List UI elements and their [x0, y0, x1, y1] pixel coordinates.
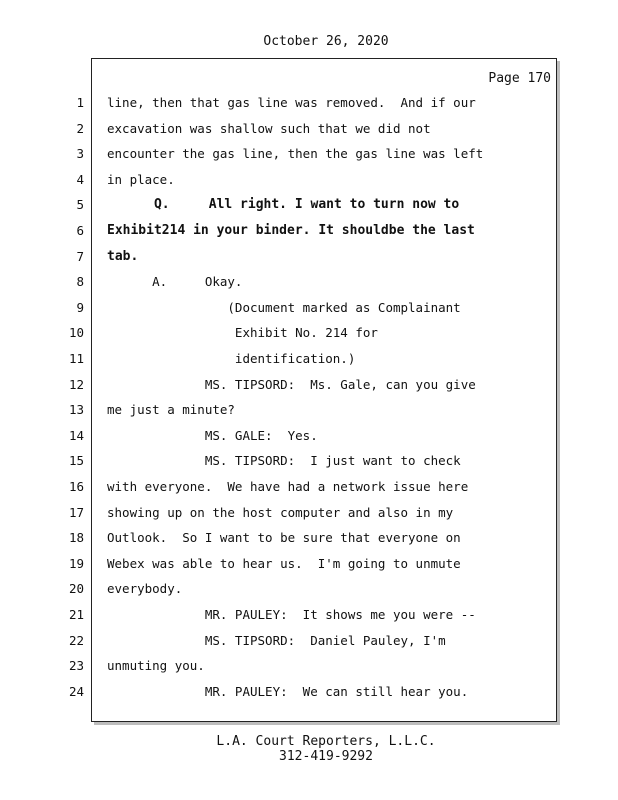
line-text: Q. All right. I want to turn now to: [107, 197, 460, 213]
line-text: A. Okay.: [107, 274, 243, 290]
line-text: everybody.: [107, 581, 183, 597]
line-number: 13: [68, 402, 84, 418]
line-number: 8: [76, 274, 84, 290]
line-text: MS. TIPSORD: Ms. Gale, can you give: [107, 376, 476, 392]
footer-phone: 312-419-9292: [279, 749, 373, 764]
line-number: 21: [68, 607, 84, 622]
line-text: MS. TIPSORD: Daniel Pauley, I'm: [107, 632, 446, 648]
line-number: 10: [68, 325, 84, 341]
line-text: me just a minute?: [107, 402, 235, 418]
line-number: 24: [68, 683, 84, 699]
line-text: (Document marked as Complainant: [107, 299, 461, 315]
line-text: in place.: [107, 171, 175, 187]
line-number: 23: [68, 658, 84, 674]
line-number: 7: [76, 248, 84, 264]
line-number: 22: [68, 632, 84, 648]
line-text: MS. TIPSORD: I just want to check: [107, 453, 461, 469]
line-text: showing up on the host computer and also in my: [107, 504, 454, 520]
line-number: 3: [76, 146, 84, 162]
line-text: with everyone. We have had a network issue here: [107, 479, 469, 494]
footer-company: L.A. Court Reporters, L.L.C.: [216, 734, 436, 749]
line-number: 11: [68, 351, 84, 366]
line-text: encounter the gas line, then the gas line was left: [107, 146, 484, 162]
line-text: MS. GALE: Yes.: [107, 427, 318, 443]
line-text: Webex was able to hear us. I'm going to unmute: [107, 555, 461, 571]
line-number: 19: [68, 555, 84, 571]
line-text: unmuting you.: [107, 658, 205, 674]
line-text: MR. PAULEY: It shows me you were --: [107, 607, 476, 622]
line-text: line, then that gas line was removed. And if our: [107, 95, 476, 110]
line-text: Exhibit214 in your binder. It shouldbe the last: [107, 223, 475, 238]
line-number: 12: [68, 376, 84, 392]
page-number: Page 170: [488, 71, 551, 86]
line-number: 5: [76, 197, 84, 213]
line-number: 18: [68, 530, 84, 546]
line-number: 6: [76, 223, 84, 238]
line-number: 2: [76, 120, 84, 136]
line-number: 4: [76, 171, 84, 187]
line-text: Exhibit No. 214 for: [107, 325, 378, 341]
line-number: 14: [68, 427, 84, 443]
line-text: identification.): [107, 351, 356, 366]
line-number: 9: [76, 299, 84, 315]
line-text: tab.: [107, 248, 139, 264]
line-number: 17: [68, 504, 84, 520]
line-text: excavation was shallow such that we did not: [107, 120, 431, 136]
line-number: 15: [68, 453, 84, 469]
line-number: 1: [76, 95, 84, 110]
line-number: 16: [68, 479, 84, 494]
line-text: MR. PAULEY: We can still hear you.: [107, 683, 469, 699]
line-number: 20: [68, 581, 84, 597]
transcript-date: October 26, 2020: [263, 34, 389, 49]
line-text: Outlook. So I want to be sure that everyone on: [107, 530, 461, 546]
